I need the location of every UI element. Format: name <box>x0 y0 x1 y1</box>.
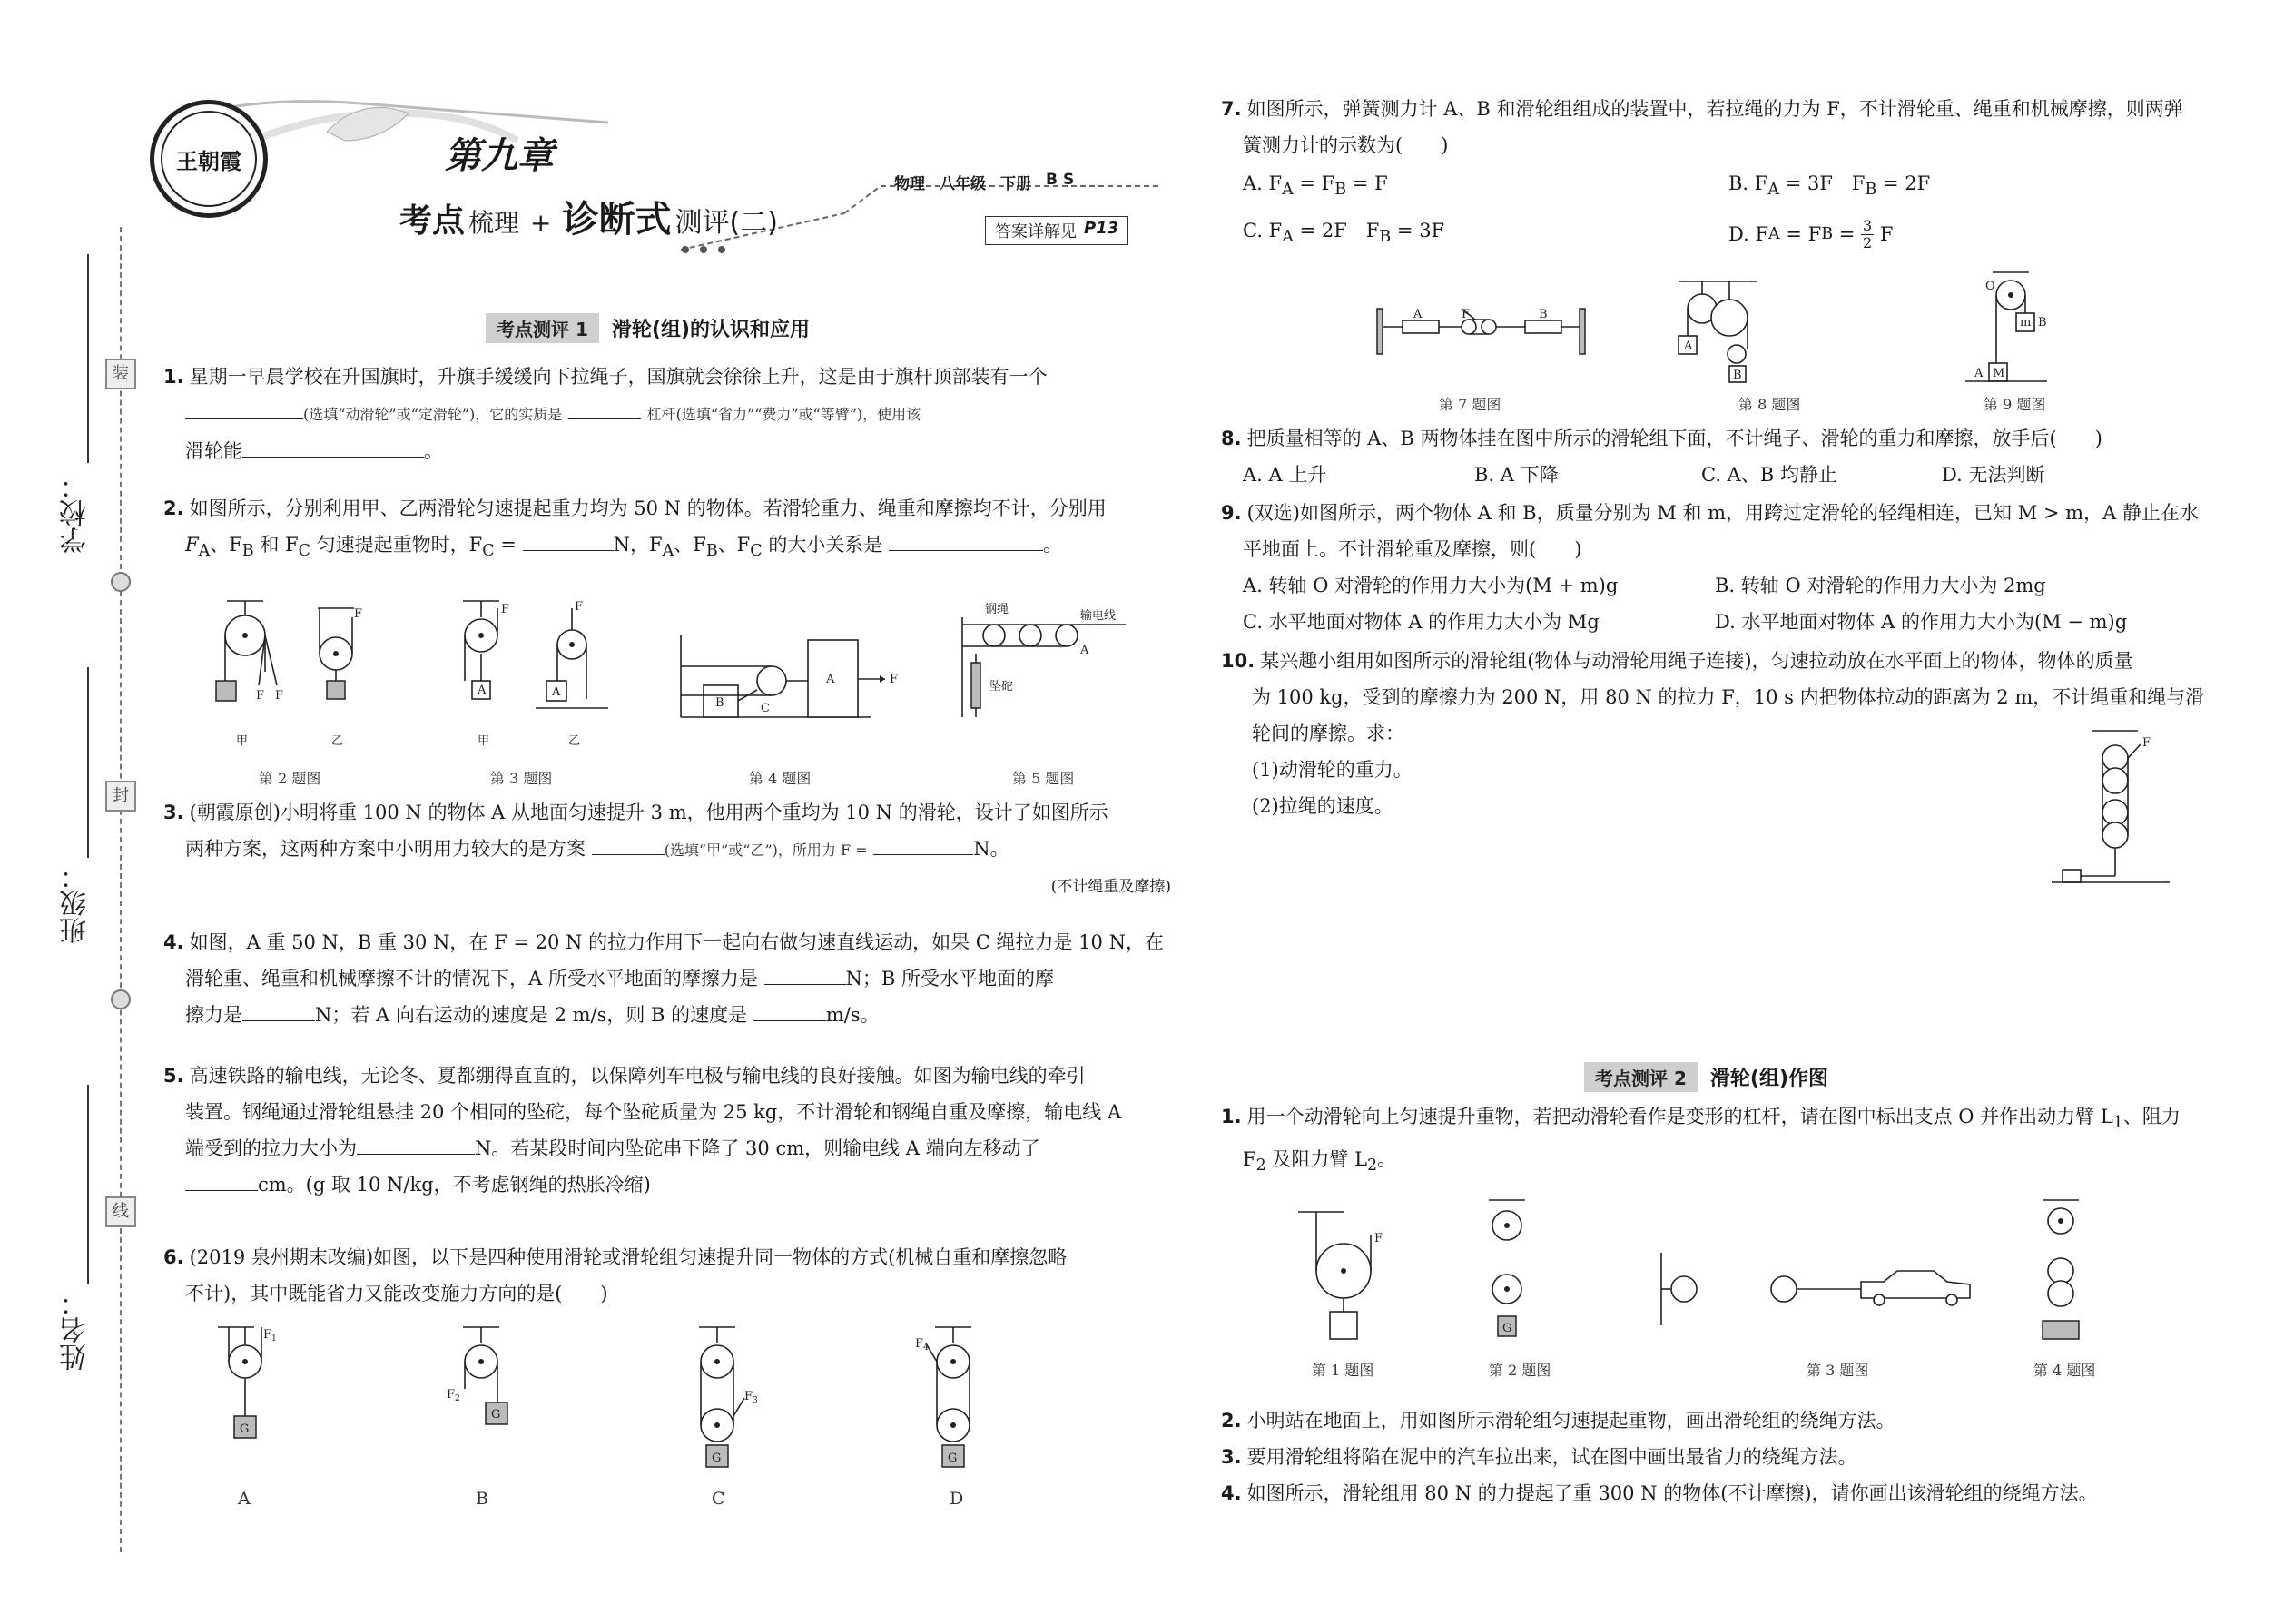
svg-text:F1: $F_1$ <box>263 1328 277 1343</box>
label-A: A <box>1080 644 1089 657</box>
q7-option-d[interactable] <box>1728 216 1894 252</box>
meta-edition: BS <box>1046 171 1080 189</box>
label-shudianxian: 输电线 <box>1080 609 1117 623</box>
caption-fig8: 第 8 题图 <box>1738 396 1801 413</box>
answer-blank[interactable] <box>889 531 1043 551</box>
question-number: 4. <box>1221 1482 1242 1504</box>
section-tag: 考点测评 2 <box>1584 1062 1698 1092</box>
caption-s2-fig3: 第 3 题图 <box>1807 1362 1869 1379</box>
q-sub: A <box>662 542 674 561</box>
q8-option-c[interactable]: C. A、B 均静止 <box>1701 464 1837 486</box>
question-text: N。 <box>973 838 1009 860</box>
figure-q6 <box>209 1325 1053 1471</box>
question-text: 要用滑轮组将陷在泥中的汽车拉出来，试在图中画出最省力的绕绳方法。 <box>1246 1446 1857 1468</box>
q8-option-d[interactable]: D. 无法判断 <box>1942 464 2045 486</box>
q-sub: 2 <box>1255 1156 1266 1176</box>
q6-option-d-diagram <box>926 1327 971 1467</box>
option-text: B. F <box>1728 172 1768 195</box>
q-sub: B <box>1379 228 1392 247</box>
question-number: 3. <box>1221 1446 1242 1468</box>
label-G: G <box>712 1452 722 1465</box>
sub-question: (2)拉绳的速度。 <box>1252 795 1393 817</box>
label-C: C <box>761 702 770 715</box>
caption-fig3: 第 3 题图 <box>490 770 553 787</box>
svg-text:F: F <box>575 600 584 614</box>
question-text: (选填“动滑轮”或“定滑轮”)，它的实质是 <box>303 406 563 423</box>
binding-strip <box>0 0 154 1624</box>
seal-mark: 线 <box>105 1196 136 1227</box>
answer-reference <box>985 216 1128 245</box>
answer-blank[interactable] <box>185 399 303 419</box>
question-3 <box>163 794 1171 905</box>
q7-option-a[interactable]: A. $F_A = F_B = F$ <box>1243 172 1388 200</box>
question-number: 9. <box>1221 502 1242 524</box>
option-text: = 2F <box>1883 172 1931 195</box>
meta-term: 下册 <box>1000 175 1031 193</box>
label-G: G <box>240 1422 250 1436</box>
question-text: 如图，A 重 50 N，B 重 30 N，在 F = 20 N 的拉力作用下一起向右做匀速直线运动，如果 C 绳拉力是 10 N，在 <box>189 931 1164 953</box>
q6-option-d[interactable]: D <box>950 1489 964 1509</box>
question-text: 为 100 kg，受到的摩擦力为 200 N，用 80 N 的拉力 F，10 s 内把物体拉动的距离为 2 m，不计绳重和绳与滑 <box>1252 686 2205 708</box>
school-field[interactable] <box>87 254 89 463</box>
question-text: (选填“甲”或“乙”)，所用力 F = <box>664 842 868 859</box>
logo-text: 王朝霞 <box>161 111 257 207</box>
section-title: 滑轮(组)作图 <box>1709 1067 1829 1090</box>
q-sub: C <box>750 542 763 561</box>
question-text: N；B 所受水平地面的摩 <box>845 968 1055 989</box>
q-sub: C <box>298 542 310 561</box>
question-5 <box>163 1058 1171 1203</box>
question-text: N。若某段时间内坠砣串下降了 30 cm，则输电线 A 端向左移动了 <box>475 1137 1040 1159</box>
svg-text:F2: $F_2$ <box>447 1388 460 1403</box>
q6-option-a[interactable]: A <box>238 1489 251 1509</box>
option-text: = F <box>1352 172 1388 195</box>
page-title <box>399 191 778 242</box>
question-text: (2019 泉州期末改编)如图，以下是四种使用滑轮或滑轮组匀速提升同一物体的方式(机械自重和摩擦忽略 <box>189 1246 1068 1268</box>
figures-2-to-5 <box>209 599 1162 763</box>
question-text: cm。(g 取 10 N/kg，不考虑钢绳的热胀冷缩) <box>258 1174 651 1196</box>
question-number: 6. <box>163 1246 184 1268</box>
question-number: 10. <box>1221 650 1255 672</box>
q6-option-b[interactable]: B <box>476 1489 488 1509</box>
question-text: 簧测力计的示数为( ) <box>1243 134 1449 156</box>
question-number: 1. <box>163 366 184 388</box>
question-note: (不计绳重及摩擦) <box>1050 878 1171 896</box>
cut-line <box>120 227 122 1552</box>
title-part: 考点 <box>399 202 466 240</box>
label-A: A <box>1684 340 1693 353</box>
q-sub: B <box>241 542 254 561</box>
question-text: 平地面上。不计滑轮重及摩擦，则( ) <box>1243 538 1582 560</box>
question-text: 滑轮重、绳重和机械摩擦不计的情况下，A 所受水平地面的摩擦力是 <box>185 968 758 989</box>
binding-ring <box>111 989 131 1009</box>
answer-blank[interactable] <box>592 835 665 855</box>
section2-questions-2-4 <box>1221 1403 2229 1511</box>
fig2-jia-pulley <box>216 601 277 701</box>
fraction <box>1861 218 1874 251</box>
label-M: M <box>1993 367 2005 380</box>
meta-grade: 八年级 <box>940 175 986 193</box>
q-sub: A <box>1282 181 1294 200</box>
q-sub: C <box>482 542 495 561</box>
option-text: = 3F <box>1396 220 1445 242</box>
chapter-title: 第九章 <box>445 135 554 177</box>
answer-blank[interactable] <box>357 1135 475 1155</box>
question-text: (朝霞原创)小明将重 100 N 的物体 A 从地面匀速提升 3 m，他用两个重均为 10 N 的滑轮，设计了如图所示 <box>189 802 1108 823</box>
question-text: 、阻力 <box>2122 1106 2181 1127</box>
s2-fig3-car <box>1661 1253 1970 1325</box>
label-m: m <box>2020 316 2032 330</box>
q-part: F <box>1243 1148 1256 1171</box>
option-text: C. F <box>1243 220 1283 242</box>
class-label: 班级： <box>60 862 92 944</box>
option-text: A. F <box>1243 172 1283 195</box>
question-number: 1. <box>1221 1106 1242 1127</box>
answer-ref-page: P13 <box>1084 219 1119 238</box>
label-G: G <box>948 1452 958 1465</box>
label-B: B <box>1539 308 1548 321</box>
question-text: (双选)如图所示，两个物体 A 和 B，质量分别为 M 和 m，用跨过定滑轮的轻绳相连，已知 M > m，A 静止在水 <box>1246 502 2199 524</box>
question-number: 3. <box>163 802 184 823</box>
figure-q10 <box>2052 726 2179 890</box>
fig4-setup <box>681 635 885 717</box>
question-text: 把质量相等的 A、B 两物体挂在图中所示的滑轮组下面，不计绳子、滑轮的重力和摩擦，放手后( ) <box>1246 428 2102 449</box>
title-plus: + <box>530 208 552 238</box>
caption-fig4: 第 4 题图 <box>749 770 812 787</box>
label-F: F <box>1462 308 1471 321</box>
svg-text:F4: $F_4$ <box>915 1337 929 1353</box>
q-part: 的大小关系是 <box>768 534 883 556</box>
option-text: = 3F F <box>1785 172 1866 195</box>
answer-blank[interactable] <box>873 835 973 855</box>
question-9 <box>1221 495 2229 640</box>
logo <box>150 100 268 218</box>
label-jia: 甲 <box>478 734 490 748</box>
svg-text:F: F <box>354 607 363 621</box>
answer-blank[interactable] <box>753 1001 826 1021</box>
question-text: 装置。钢绳通过滑轮组悬挂 20 个相同的坠砣，每个坠砣质量为 25 kg，不计滑轮和钢绳自重及摩擦，输电线 A <box>185 1101 1122 1123</box>
label-B: B <box>2038 316 2047 330</box>
fig5-tension-device <box>962 617 1126 717</box>
caption-fig7: 第 7 题图 <box>1439 396 1501 413</box>
label-F: F <box>2142 736 2151 750</box>
caption-fig2: 第 2 题图 <box>259 770 321 787</box>
option-text: = <box>1838 223 1856 245</box>
question-text: 某兴趣小组用如图所示的滑轮组(物体与动滑轮用绳子连接)，匀速拉动放在水平面上的物体，物体的质量 <box>1260 650 2133 672</box>
question-text: 如图所示，弹簧测力计 A、B 和滑轮组组成的装置中，若拉绳的力为 F，不计滑轮重、绳重和机械摩擦，则两弹 <box>1246 98 2183 120</box>
svg-text:F3: $F_3$ <box>744 1390 758 1405</box>
label-yi: 乙 <box>568 734 581 748</box>
q-sub: A <box>1282 228 1294 247</box>
q-sub: 1 <box>2112 1114 2123 1133</box>
meta-line <box>894 171 1079 193</box>
title-part: 诊断式 <box>562 199 672 241</box>
label-G: G <box>491 1408 501 1422</box>
question-text: 轮间的摩擦。求： <box>1252 723 1404 744</box>
question-number: 8. <box>1221 428 1242 449</box>
label-G: G <box>1502 1322 1512 1335</box>
label-gangsheng: 钢绳 <box>985 603 1009 616</box>
fig9-fixed-pulley <box>1965 272 2047 381</box>
question-8 <box>1221 420 2229 493</box>
question-text: 擦力是 <box>185 1004 242 1026</box>
question-text: m/s。 <box>825 1004 880 1026</box>
label-jia: 甲 <box>236 734 249 748</box>
title-part: 梳理 <box>468 208 520 238</box>
label-A: A <box>1413 308 1423 321</box>
question-text: 用一个动滑轮向上匀速提升重物，若把动滑轮看作是变形的杠杆，请在图中标出支点 O 并作出动力臂 L <box>1246 1106 2113 1127</box>
question-number: 5. <box>163 1065 184 1087</box>
question-7 <box>1221 91 2229 258</box>
question-text: 小明站在地面上，用如图所示滑轮组匀速提起重物，画出滑轮组的绕绳方法。 <box>1246 1410 1895 1432</box>
section-heading <box>486 311 810 344</box>
q-sub: A <box>198 542 211 561</box>
question-text: 如图所示，滑轮组用 80 N 的力提起了重 300 N 的物体(不计摩擦)，请你画出该滑轮组的绕绳方法。 <box>1246 1482 2098 1504</box>
q-part: = <box>500 534 517 556</box>
svg-text:F: F <box>501 603 510 616</box>
question-text: 两种方案，这两种方案中小明用力较大的是方案 <box>185 838 586 860</box>
school-label: 学校： <box>60 472 92 554</box>
question-text: 杠杆(选填“省力”“费力”或“等臂”)，使用该 <box>646 406 921 423</box>
q9-option-b[interactable]: B. 转轴 O 对滑轮的作用力大小为 2mg <box>1715 575 2046 596</box>
section-title: 滑轮(组)的认识和应用 <box>611 318 811 341</box>
question-6 <box>163 1239 1171 1312</box>
label-O: O <box>1985 280 1995 293</box>
question-4 <box>163 924 1171 1033</box>
question-number: 7. <box>1221 98 1242 120</box>
label-F: F <box>890 673 899 686</box>
q-part: 和 F <box>260 534 299 556</box>
q-sub: B <box>1865 181 1877 200</box>
svg-text:F: F <box>275 689 284 703</box>
question-text: 滑轮能 <box>185 440 242 462</box>
figures-7-to-9 <box>1375 268 2065 390</box>
q6-option-c[interactable]: C <box>712 1489 725 1509</box>
q-sub: B <box>705 542 718 561</box>
answer-blank[interactable] <box>242 1001 315 1021</box>
section2-figures <box>1280 1198 2097 1353</box>
answer-blank[interactable] <box>523 531 614 551</box>
label-A: A <box>1974 367 1984 380</box>
option-text: = 2F F <box>1299 220 1380 242</box>
question-number: 4. <box>163 931 184 953</box>
caption-fig5: 第 5 题图 <box>1012 770 1075 787</box>
q-part: N，F <box>613 534 663 556</box>
q-part: 、F <box>210 534 242 556</box>
q7-option-b[interactable] <box>1728 165 1930 208</box>
question-text: 端受到的拉力大小为 <box>185 1137 357 1159</box>
label-A: A <box>552 685 561 699</box>
q-part: 匀速提起重物时，F <box>316 534 483 556</box>
label-F: F <box>1374 1232 1383 1245</box>
section2-question-1 <box>1221 1098 2229 1184</box>
fig7-spring-scales <box>1377 309 1585 354</box>
label-B: B <box>715 696 724 710</box>
q-part: 、F <box>674 534 706 556</box>
q8-option-a[interactable]: A. A 上升 <box>1243 464 1327 486</box>
seal-mark: 装 <box>105 359 136 389</box>
label-yi: 乙 <box>331 734 344 748</box>
q9-option-a[interactable]: A. 转轴 O 对滑轮的作用力大小为(M + m)g <box>1243 575 1619 596</box>
s2-fig2-pulleys <box>1489 1200 1525 1336</box>
caption-s2-fig4: 第 4 题图 <box>2033 1362 2096 1379</box>
answer-blank[interactable] <box>764 965 846 985</box>
option-text: D. F <box>1728 223 1769 245</box>
q-part: 、F <box>717 534 751 556</box>
sub-question: (1)动滑轮的重力。 <box>1252 759 1413 781</box>
title-part: 测评(二) <box>674 207 778 239</box>
label-B: B <box>1733 369 1742 382</box>
caption-s2-fig1: 第 1 题图 <box>1312 1362 1374 1379</box>
question-1: 1. 星期一早晨学校在升国旗时，升旗手缓缓向下拉绳子，国旗就会徐徐上升，这是由于旗杆顶部装有一个 (选填“动滑轮”或“定滑轮”)，它的实质是 杠杆(选填“省力”“费力”或“等臂”)，使用该 滑轮能 。 <box>163 366 1048 462</box>
s2-fig4-pulleys <box>2043 1200 2079 1339</box>
answer-blank[interactable] <box>568 399 641 419</box>
question-2: 2. 如图所示，分别利用甲、乙两滑轮匀速提起重力均为 50 N 的物体。若滑轮重力、绳重和摩擦均不计，分别用 $F_A$、$F_B$ 和 $F_C$ 匀速提起重物时，$F_C = N$，$F_A$、$F_B$、$F_C$ 的大小关系是 。 <box>163 497 1107 561</box>
fig8-pulley-system <box>1679 281 1757 382</box>
q-sub: B <box>1821 225 1834 243</box>
option-text: F <box>1879 223 1894 245</box>
name-field[interactable] <box>87 1085 89 1284</box>
question-text: N；若 A 向右运动的速度是 2 m/s，则 B 的速度是 <box>315 1004 748 1026</box>
answer-ref-label: 答案详解见 <box>995 222 1077 241</box>
question-text: 星期一早晨学校在升国旗时，升旗手缓缓向下拉绳子，国旗就会徐徐上升，这是由于旗杆顶部装有一个 <box>189 366 1048 388</box>
q9-option-d[interactable]: D. 水平地面对物体 A 的作用力大小为(M − m)g <box>1715 611 2128 633</box>
caption-s2-fig2: 第 2 题图 <box>1489 1362 1551 1379</box>
class-field[interactable] <box>87 667 89 858</box>
fraction-num: 3 <box>1863 216 1873 234</box>
option-text: = F <box>1786 223 1822 245</box>
q8-option-b[interactable]: B. A 下降 <box>1474 464 1559 486</box>
section-heading <box>1584 1060 1828 1093</box>
fig2-yi-pulley <box>318 608 354 699</box>
q-part: 及阻力臂 L <box>1272 1148 1368 1171</box>
question-text: 如图所示，分别利用甲、乙两滑轮匀速提起重力均为 50 N 的物体。若滑轮重力、绳重和摩擦均不计，分别用 <box>189 497 1107 519</box>
answer-blank[interactable] <box>242 438 424 458</box>
q-sub: A <box>1767 181 1779 200</box>
label-A: A <box>478 684 487 697</box>
question-text: 不计)，其中既能省力又能改变施力方向的是( ) <box>185 1283 608 1304</box>
svg-text:F: F <box>256 689 265 703</box>
section-tag: 考点测评 1 <box>486 313 599 343</box>
q-var: F <box>185 534 199 556</box>
q9-option-c[interactable]: C. 水平地面对物体 A 的作用力大小为 Mg <box>1243 611 1600 633</box>
answer-blank[interactable] <box>185 1171 258 1191</box>
seal-mark: 封 <box>105 781 136 812</box>
question-text: 高速铁路的输电线，无论冬、夏都绷得直直的，以保障列车电极与输电线的良好接触。如图为输电线的牵引 <box>189 1065 1086 1087</box>
q6-option-b-diagram <box>463 1327 507 1424</box>
label-zhuituo: 坠砣 <box>989 680 1014 694</box>
binding-ring <box>111 572 131 592</box>
q-sub: B <box>1334 181 1347 200</box>
name-label: 姓名： <box>60 1289 92 1371</box>
caption-fig9: 第 9 题图 <box>1984 396 2046 413</box>
q-part: 。 <box>1377 1148 1397 1171</box>
q6-option-c-diagram <box>699 1327 744 1467</box>
meta-subject: 物理 <box>894 175 925 193</box>
q7-option-c[interactable] <box>1243 212 1728 255</box>
fraction-den: 2 <box>1863 233 1873 251</box>
s2-fig1-pulley <box>1298 1212 1371 1339</box>
label-A: A <box>826 673 835 686</box>
q-sub: A <box>1768 225 1780 243</box>
q6-option-a-diagram <box>218 1327 261 1438</box>
question-number: 2. <box>163 497 184 519</box>
q-sub: 2 <box>1367 1156 1378 1176</box>
question-number: 2. <box>1221 1410 1242 1432</box>
